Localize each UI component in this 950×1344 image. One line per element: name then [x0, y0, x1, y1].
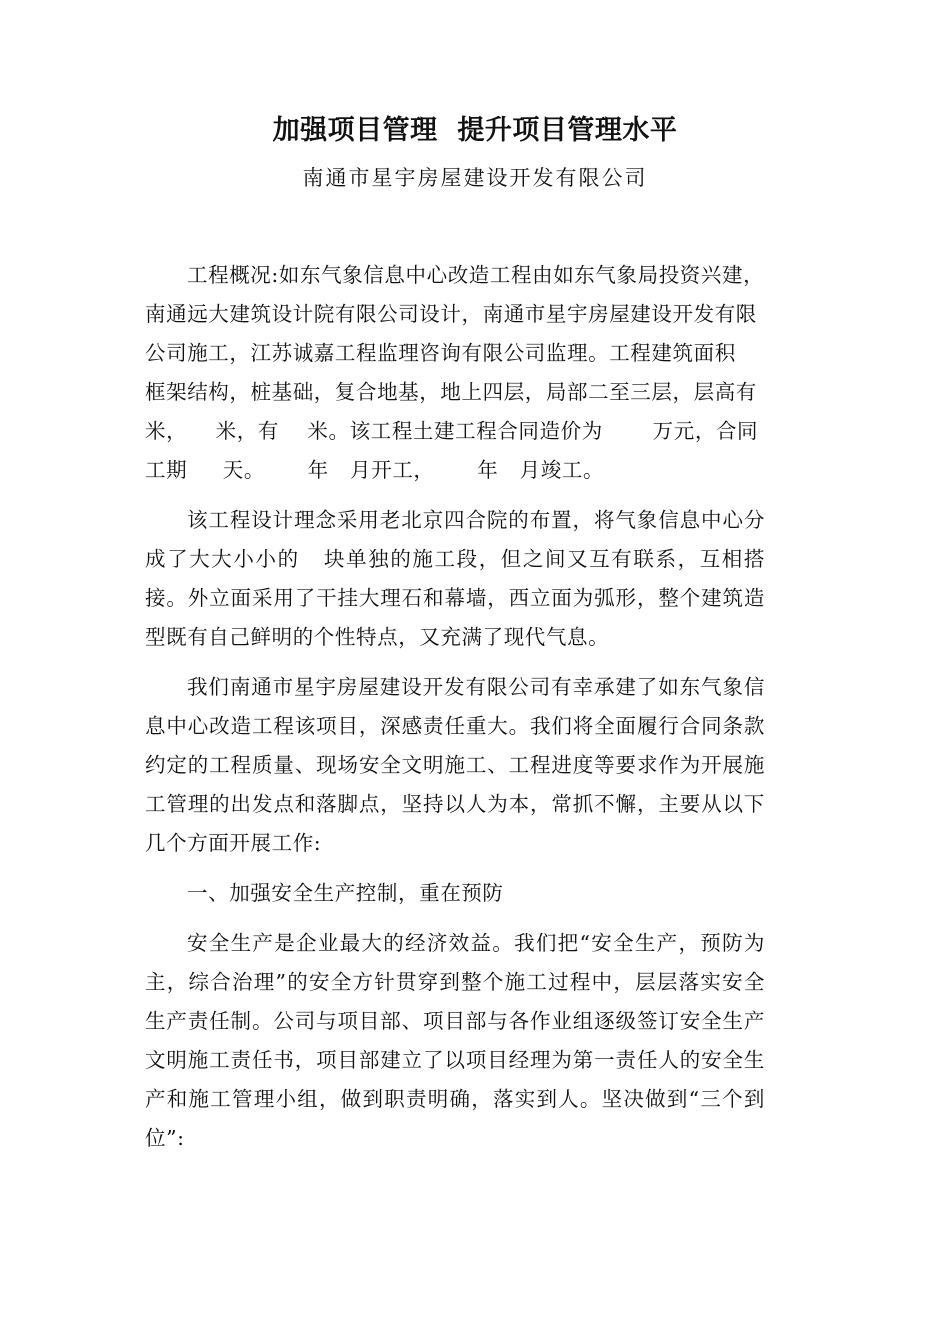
paragraph-design-concept: 该工程设计理念采用老北京四合院的布置，将气象信息中心分成了大大小小的 块单独的施工段，但之间又互有联系，互相搭接。外立面采用了干挂大理石和幕墙，西立面为弧形，整个建筑造型既有自己鲜明的个性特点，又充满了现代气息。 [145, 508, 765, 649]
document-title: 加强项目管理 提升项目管理水平 [272, 115, 678, 146]
paragraph-safety-production: 安全生产是企业最大的经济效益。我们把“安全生产，预防为主，综合治理”的安全方针贯穿到整个施工过程中，层层落实安全生产责任制。公司与项目部、项目部与各作业组逐级签订安全生产文明施工责任书，项目部建立了以项目经理为第一责任人的安全生产和施工管理小组，做到职责明确，落实到人。坚决做到“三个到位”: [145, 931, 765, 1150]
document-body [145, 256, 800, 1169]
section-heading-safety: 一、加强安全生产控制，重在预防 [187, 881, 504, 905]
paragraph-project-overview: 工程概况:如东气象信息中心改造工程由如东气象局投资兴建，南通远大建筑设计院有限公司设计，南通市星宇房屋建设开发有限公司施工，江苏诚嘉工程监理咨询有限公司监理。工程建筑面积 框架结构，桩基础，复合地基，地上四层，局部二至三层，层高有 米， 米，有 米。该工程土建工程合同造价为 万元，合同工期 天。 年 月开工， 年 月竣工。 [145, 263, 800, 482]
paragraph-company-commitment: 我们南通市星宇房屋建设开发有限公司有幸承建了如东气象信息中心改造工程该项目，深感责任重大。我们将全面履行合同条款约定的工程质量、现场安全文明施工、工程进度等要求作为开展施工管理的出发点和落脚点，坚持以人为本，常抓不懈，主要从以下几个方面开展工作: [145, 675, 765, 855]
document-subtitle: 南通市星宇房屋建设开发有限公司 [302, 166, 648, 190]
